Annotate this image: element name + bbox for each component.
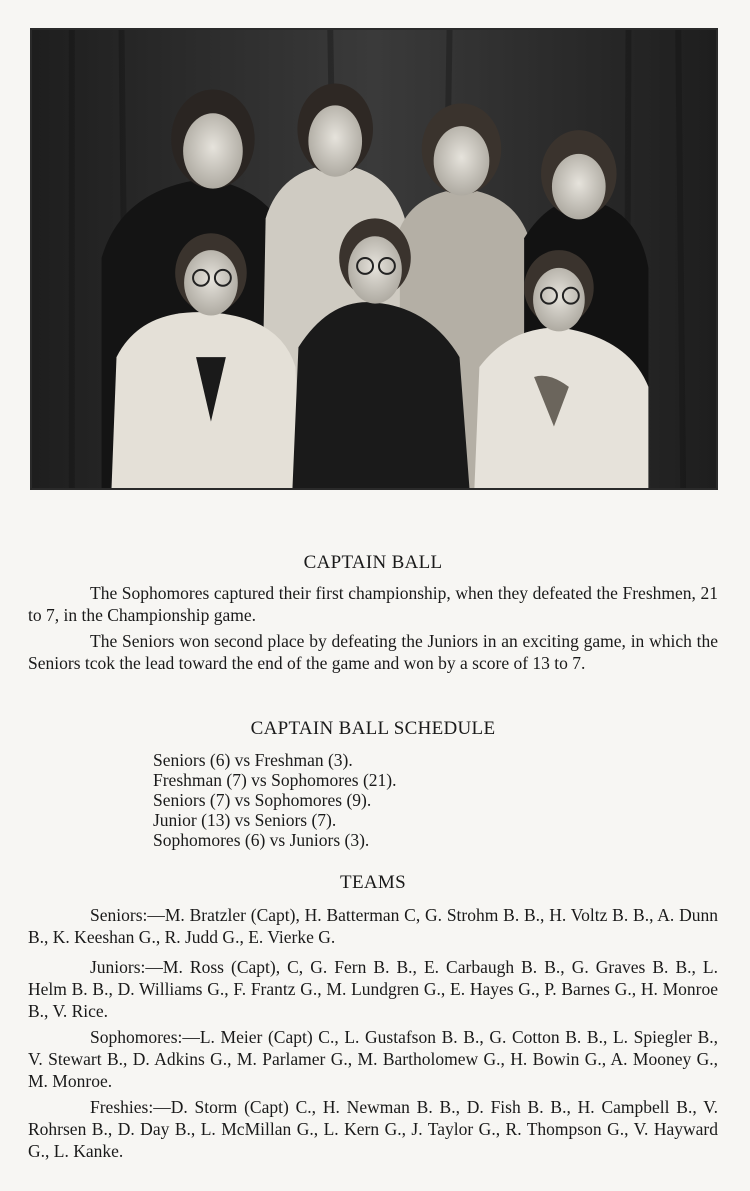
schedule-heading-block (28, 718, 718, 740)
team-seniors: Seniors:—M. Bratzler (Capt), H. Batterman C, G. Strohm B. B., H. Voltz B. B., A. Dunn B., K. Keeshan G., R. Judd G., E. Vierke G. (28, 905, 718, 947)
team-photo (30, 28, 718, 490)
team-entry (28, 1026, 718, 1092)
paragraph-2: The Seniors won second place by defeating the Juniors in an exciting game, in which the Seniors tcok the lead toward the end of the game and won by a score of 13 to 7. (28, 631, 718, 673)
team-photo-illustration (32, 30, 716, 488)
team-freshies: Freshies:—D. Storm (Capt) C., H. Newman B. B., D. Fish B. B., H. Campbell B., V. Rohrsen B., D. Day B., L. McMillan G., L. Kern G., J. Taylor G., R. Thompson G., V. Hayward G., L. Kanke. (28, 1097, 718, 1161)
schedule-item: Sophomores (6) vs Juniors (3). (153, 830, 370, 850)
team-juniors: Juniors:—M. Ross (Capt), C, G. Fern B. B., E. Carbaugh B. B., G. Graves B. B., L. Helm B. B., D. Williams G., F. Frantz G., M. Lundgren G., E. Hayes G., P. Barnes G., H. Monroe B., V. Rice. (28, 957, 718, 1021)
section-title: CAPTAIN BALL (303, 552, 443, 573)
schedule-title: CAPTAIN BALL SCHEDULE (250, 718, 496, 739)
paragraph (28, 582, 718, 626)
teams-title: TEAMS (340, 872, 406, 893)
team-entry (28, 956, 718, 1022)
schedule-list (153, 750, 397, 850)
paragraph-1: The Sophomores captured their first championship, when they defeated the Freshmen, 21 to 7, in the Championship game. (28, 583, 718, 625)
team-entry (28, 904, 718, 948)
captain-ball-section (28, 552, 718, 574)
schedule-item: Freshman (7) vs Sophomores (21). (153, 770, 397, 790)
team-entry (28, 1096, 718, 1162)
schedule-item: Seniors (7) vs Sophomores (9). (153, 790, 372, 810)
schedule-item: Junior (13) vs Seniors (7). (153, 810, 337, 830)
team-sophomores: Sophomores:—L. Meier (Capt) C., L. Gustafson B. B., G. Cotton B. B., L. Spiegler B., V. Stewart B., D. Adkins G., M. Parlamer G., M. Bartholomew G., H. Bowin G., A. Mooney G., M. Monroe. (28, 1027, 718, 1091)
teams-heading-block (28, 872, 718, 894)
schedule-item: Seniors (6) vs Freshman (3). (153, 750, 353, 770)
paragraph (28, 630, 718, 674)
